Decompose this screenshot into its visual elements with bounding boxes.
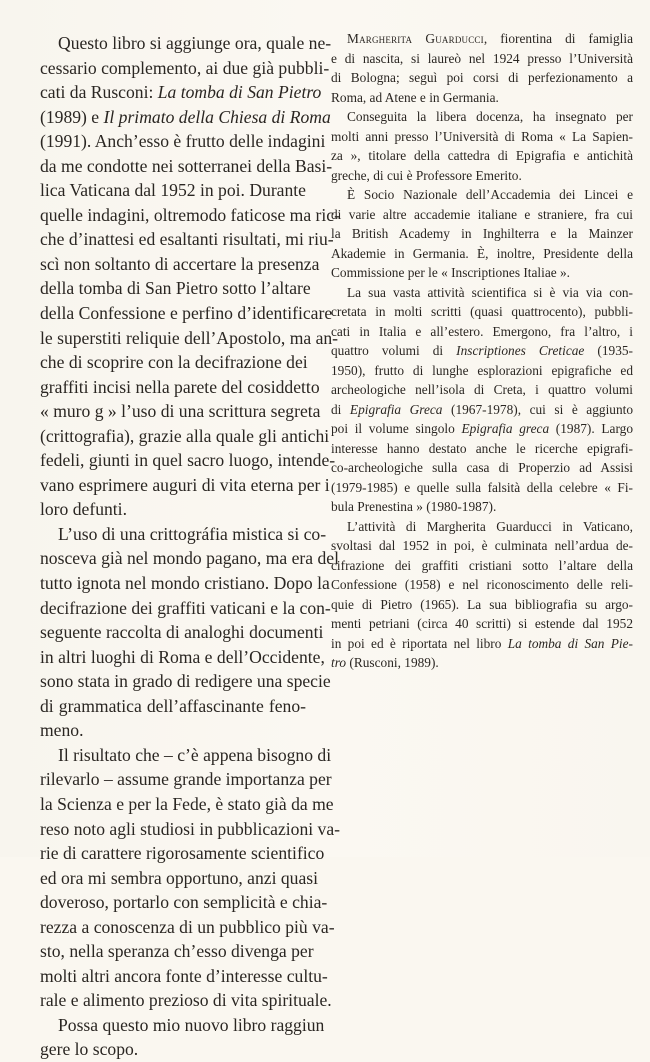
text-line: Conseguita la libera docenza, ha insegnato per	[347, 109, 633, 124]
text-line: seguente raccolta di analoghi documenti	[40, 622, 324, 643]
text-line: della tomba di San Pietro sotto l’altare	[40, 278, 311, 299]
text-line: rale e alimento prezioso di vita spirituale.	[40, 990, 332, 1011]
text-line: co-archeologiche sulla casa di Properzio ad Assisi	[331, 460, 633, 475]
text-line: che di scoprire con la decifrazione dei	[40, 352, 308, 373]
book-title-italic: Il primato della Chiesa di Roma	[103, 106, 331, 127]
text-fragment: (1987). Largo	[549, 421, 633, 436]
text-line: fedeli, giunti in quel sacro luogo, intende-	[40, 450, 336, 471]
text-line: Commissione per le « Inscriptiones Italiae ».	[331, 265, 571, 280]
text-line: « muro g » l’uso di una scrittura segreta	[40, 401, 321, 422]
text-line: L’uso di una crittográfia mistica si co-	[58, 523, 327, 544]
text-line: da me condotte nei sotterranei della Basi-	[40, 155, 333, 176]
text-line: archeologiche nell’isola di Creta, i quattro volumi	[331, 382, 633, 397]
text-line: interesse hanno destato anche le ricerche epigrafi-	[331, 440, 633, 456]
text-line: È Socio Nazionale dell’Accademia dei Lincei e	[347, 187, 633, 202]
text-line: rie di carattere rigorosamente scientifico	[40, 843, 325, 864]
text-line	[40, 80, 322, 105]
text-line: rilevarlo – assume grande importanza per	[40, 769, 332, 790]
text-line: doveroso, portarlo con semplicità e chia-	[40, 892, 328, 913]
text-line: meno.	[40, 720, 84, 741]
text-line: molti altri ancora fonte d’interesse cultu-	[40, 965, 328, 986]
text-line: (1979-1985) e quelle sulla falsità della celebre « Fi-	[331, 479, 633, 495]
text-line	[331, 341, 633, 361]
book-title-italic: Inscriptiones Creticae	[456, 343, 585, 358]
text-line: cati in Italia e all’estero. Emergono, fra l’altro, i	[331, 323, 633, 339]
text-line: tutto ignota nel mondo cristiano. Dopo la	[40, 573, 330, 594]
text-line: di Bologna; seguì poi corsi di perfezionamento a	[331, 70, 633, 85]
book-title-italic: La tomba di San Pietro	[157, 82, 322, 103]
bio-paragraph-1	[331, 29, 633, 107]
text-line: Roma, ad Atene e in Germania.	[331, 89, 499, 105]
text-line: Confessione (1958) e nel riconoscimento delle reli-	[331, 577, 633, 592]
text-line: cretata in molti scritti (quasi quattrocento), pubbli-	[331, 304, 633, 319]
text-line: ed ora mi sembra opportuno, anzi quasi	[40, 867, 319, 888]
text-line: sono stata in grado di redigere una specie	[40, 671, 331, 692]
bio-paragraph-3	[331, 185, 633, 283]
preface-paragraph-3	[40, 743, 341, 1013]
text-line	[331, 634, 633, 654]
book-title-italic: La tomba di San Pie-	[507, 635, 633, 651]
text-line: Possa questo mio nuovo libro raggiun	[58, 1014, 325, 1035]
text-line: svoltasi dal 1952 in poi, è culminata nell’ardua de-	[331, 538, 633, 553]
text-line: greche, di cui è Professore Emerito.	[331, 167, 522, 183]
text-line: gere lo scopo.	[40, 1039, 139, 1060]
text-line: la Scienza e per la Fede, è stato già da me	[40, 793, 334, 814]
author-name: Margherita Guarducci	[347, 31, 484, 46]
text-line: quie di Pietro (1965). La sua bibliografia su argo-	[331, 596, 633, 612]
text-line: scì non soltanto di accertare la presenza	[40, 253, 320, 274]
text-line: graffiti incisi nella parete del cosiddetto	[40, 376, 320, 397]
bio-paragraph-4	[331, 283, 633, 517]
bio-paragraph-5	[331, 517, 633, 673]
book-title-italic: tro	[331, 655, 347, 670]
book-title-italic: Epigrafia greca	[461, 421, 550, 436]
text-fragment: di	[331, 401, 350, 417]
text-line: molti anni presso l’Università di Roma « La Sapien-	[331, 128, 633, 144]
text-line: la British Academy in Inghilterra e la Mainzer	[331, 226, 633, 241]
text-line: di grammatica dell’affascinante feno-	[40, 695, 306, 716]
text-line	[331, 419, 633, 439]
text-line: L’attività di Margherita Guarducci in Vaticano,	[347, 518, 633, 534]
bio-paragraph-2	[331, 107, 633, 185]
text-fragment: (1989) e	[40, 106, 104, 127]
text-fragment: (1935-	[584, 343, 633, 358]
text-line: le superstiti reliquie dell’Apostolo, ma an-	[40, 327, 339, 348]
text-fragment: (Rusconi, 1989).	[346, 655, 439, 670]
text-line: nosceva già nel mondo pagano, ma era del	[40, 548, 339, 569]
text-line: cifrazione dei graffiti cristiani sotto l’altare della	[331, 557, 633, 573]
text-line: cessario complemento, ai due già pubbli-	[40, 57, 330, 78]
text-line: e di nascita, si laureò nel 1924 presso l’Università	[331, 50, 633, 66]
text-line: 1950), frutto di lunghe esplorazioni epigrafiche ed	[331, 362, 633, 378]
text-line: Akademie in Germania. È, inoltre, Presidente della	[331, 245, 633, 261]
text-line: che d’inattesi ed esaltanti risultati, mi riu-	[40, 229, 334, 250]
text-line: lica Vaticana dal 1952 in poi. Durante	[40, 180, 306, 201]
text-fragment: (1967-1978), cui si è aggiunto	[442, 401, 634, 417]
preface-paragraph-4	[40, 1013, 325, 1062]
text-line	[40, 105, 331, 130]
text-fragment: , fiorentina di famiglia	[483, 31, 633, 46]
text-line: Questo libro si aggiunge ora, quale ne-	[58, 33, 332, 53]
text-line	[331, 400, 633, 420]
text-line: bula Prenestina » (1980-1987).	[331, 499, 497, 514]
preface-column	[40, 31, 341, 1062]
text-line: Il risultato che – c’è appena bisogno di	[58, 744, 332, 765]
text-line: di varie altre accademie italiane e straniere, fra cui	[331, 206, 633, 222]
text-fragment: poi il volume singolo	[331, 421, 462, 436]
text-line: reso noto agli studiosi in pubblicazioni va-	[40, 818, 341, 839]
text-line: vano esprimere auguri di vita eterna per i	[40, 474, 330, 495]
text-fragment: quattro volumi di	[331, 343, 457, 358]
text-line: decifrazione dei graffiti vaticani e la con-	[40, 597, 331, 618]
preface-paragraph-1	[40, 31, 340, 522]
text-line: loro defunti.	[40, 499, 127, 520]
text-line: menti petriani (circa 40 scritti) si estende dal 1952	[331, 616, 633, 631]
text-line: za », titolare della cattedra di Epigrafia e antichità	[331, 148, 633, 163]
text-line: in altri luoghi di Roma e dell’Occidente,	[40, 646, 325, 667]
text-line: (crittografia), grazie alla quale gli antichi	[40, 425, 330, 446]
text-line: quelle indagini, oltremodo faticose ma ric-	[40, 204, 340, 225]
text-line: sto, nella speranza ch’esso divenga per	[40, 941, 314, 962]
book-title-italic: Epigrafia Greca	[349, 401, 443, 417]
text-line	[331, 653, 633, 673]
text-line: (1991). Anch’esso è frutto delle indagini	[40, 131, 326, 152]
text-fragment: cati da Rusconi:	[40, 82, 158, 103]
text-line: rezza a conoscenza di un pubblico più va-	[40, 916, 335, 937]
text-fragment: in poi ed è riportata nel libro	[331, 635, 508, 651]
text-line	[331, 29, 633, 49]
author-bio-column	[331, 29, 633, 673]
text-line: della Confessione e perfino d’identificare	[40, 303, 333, 324]
text-line: La sua vasta attività scientifica si è via via con-	[347, 284, 633, 300]
